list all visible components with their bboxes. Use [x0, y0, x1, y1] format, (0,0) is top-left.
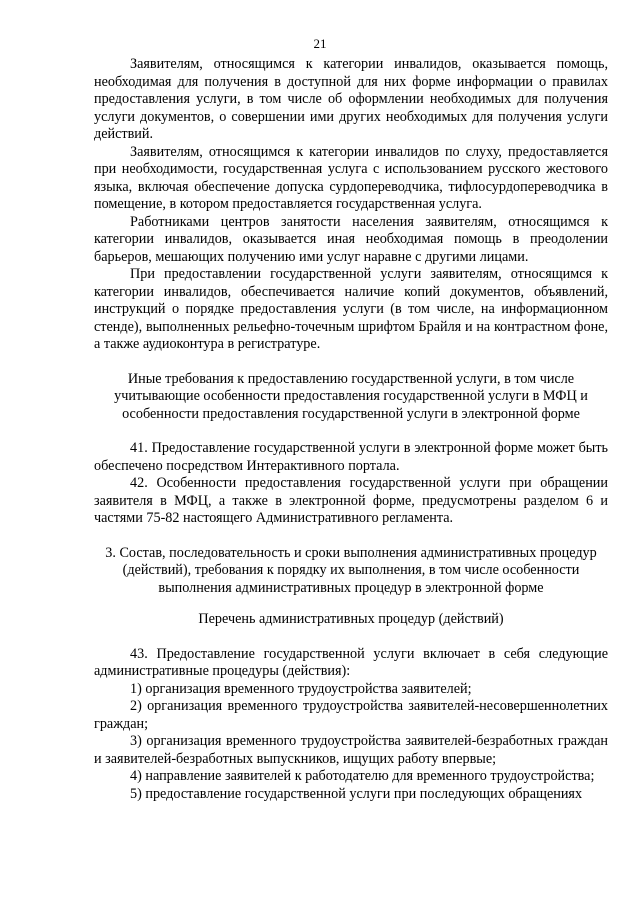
paragraph-hearing-impaired: Заявителям, относящимся к категории инвалидов по слуху, предоставляется при необходимости, государственная услуга с использованием русского жестового языка, включая обеспечение допуска сурдопереводчика, тифлосурдопереводчика в помещение, в котором предоставляется государственная услуга. [94, 143, 608, 212]
heading-other-requirements: Иные требования к предоставлению государственной услуги, в том числе учитывающие особенности предоставления государственной услуги в МФЦ и особенности предоставления государственной услуги в электронной форме [114, 370, 588, 422]
spacer [94, 423, 608, 440]
paragraph-41: 41. Предоставление государственной услуги в электронной форме может быть обеспечено посредством Интерактивного портала. [94, 440, 608, 474]
list-item-1: 1) организация временного трудоустройства заявителей; [130, 680, 472, 697]
list-item-5: 5) предоставление государственной услуги при последующих обращениях [130, 785, 583, 802]
list-item-3: 3) организация временного трудоустройства заявителей-безработных граждан и заявителей-безработных выпускников, ищущих работу впервые; [94, 733, 608, 767]
paragraph-42: 42. Особенности предоставления государственной услуги при обращении заявителя в МФЦ, а также в электронной форме, предусмотрены разделом 6 и частями 75-82 настоящего Административного регламента. [94, 475, 608, 526]
paragraph-disability-assistance: Заявителям, относящимся к категории инвалидов, оказывается помощь, необходимая для получения в доступной для них форме информации о правилах предоставления услуги, в том числе об оформлении необходимых для получения услуги документов, о совершении ими других необходимых для получения услуги действий. [94, 56, 608, 142]
paragraph-other-assistance: Работниками центров занятости населения заявителям, относящимся к категории инвалидов, оказывается иная необходимая помощь в преодолении барьеров, мешающих получению ими услуг наравне с другими лицами. [94, 213, 608, 265]
spacer [94, 629, 608, 646]
page-number: 21 [313, 36, 327, 51]
heading-procedures-list: Перечень административных процедур (действий) [198, 611, 504, 627]
spacer [94, 597, 608, 611]
list-item-2: 2) организация временного трудоустройства заявителей-несовершеннолетних граждан; [94, 698, 608, 732]
spacer [94, 354, 608, 371]
heading-section-3: 3. Состав, последовательность и сроки выполнения административных процедур (действий), требования к порядку их выполнения, в том числе особенности выполнения административных процедур в электронной форме [105, 544, 597, 596]
paragraph-braille-copies: При предоставлении государственной услуги заявителям, относящимся к категории инвалидов, обеспечивается наличие копий документов, объявлений, инструкций о порядке предоставления услуги (в том числе, на информационном стенде), выполненных рельефно-точечным шрифтом Брайля и на контрастном фоне, а также аудиоконтура в регистратуре. [94, 266, 608, 352]
page-content [94, 56, 608, 803]
paragraph-43: 43. Предоставление государственной услуги включает в себя следующие административные процедуры (действия): [94, 645, 608, 679]
list-item-4: 4) направление заявителей к работодателю для временного трудоустройства; [130, 768, 595, 784]
spacer [94, 528, 608, 545]
